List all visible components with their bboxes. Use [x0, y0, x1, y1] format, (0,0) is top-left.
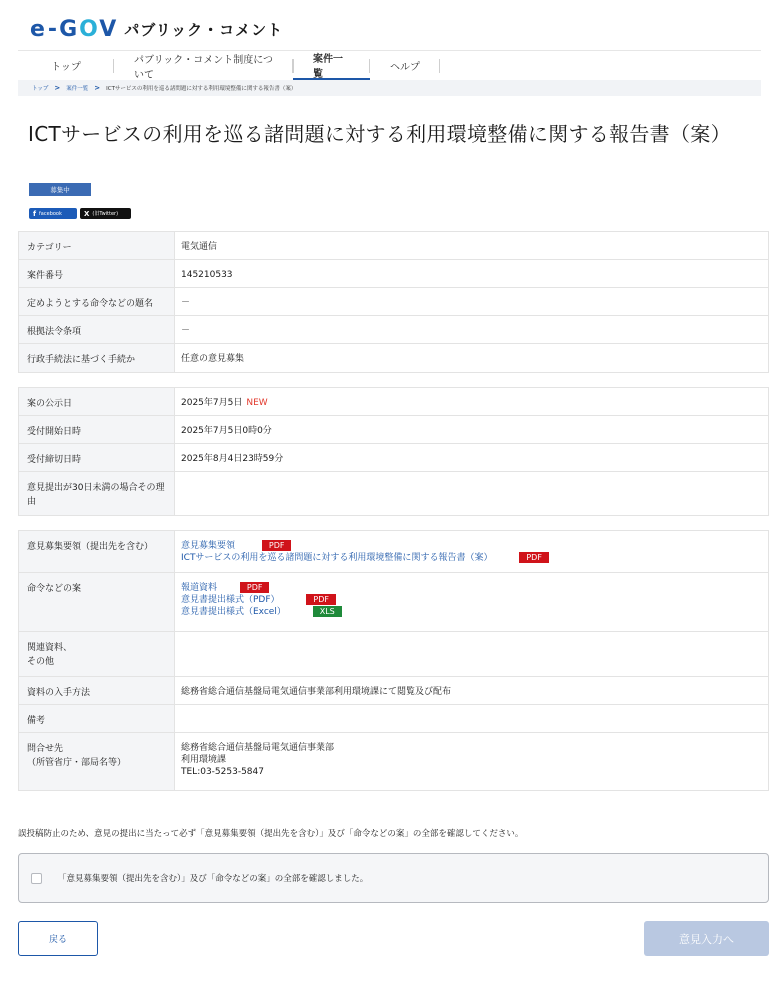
pdf-tag[interactable]: PDF — [519, 552, 549, 563]
guidelines-links — [175, 531, 769, 573]
form-excel-link[interactable]: 意見書提出様式（Excel） — [181, 607, 286, 617]
deadline-value: 2025年8月4日23時59分 — [175, 444, 769, 472]
table-row — [19, 316, 769, 344]
order-title-value: － — [175, 288, 769, 316]
egov-logo[interactable] — [30, 17, 283, 42]
table-row — [19, 677, 769, 705]
logo-v: V — [99, 16, 119, 42]
confirmation-notice: 誤投稿防止のため、意見の提出に当たって必ず「意見募集要領（提出先を含む）」及び「命令などの案」の全部を確認してください。 — [18, 829, 524, 839]
category-label: カテゴリー — [19, 232, 175, 260]
breadcrumb-top[interactable]: トップ — [32, 86, 49, 92]
new-badge: NEW — [246, 398, 268, 408]
short-period-reason-value — [175, 472, 769, 516]
breadcrumb-separator-icon: > — [94, 84, 101, 92]
x-share-button[interactable] — [80, 208, 131, 219]
contact-label-line: 問合せ先 — [27, 744, 64, 754]
page-title: ICTサービスの利用を巡る諸問題に対する利用環境整備に関する報告書（案） — [28, 122, 731, 146]
logo-dash: - — [47, 16, 58, 42]
order-title-label: 定めようとする命令などの題名 — [19, 288, 175, 316]
contact-label-line: （所管省庁・部局名等） — [27, 758, 127, 768]
logo-gov — [59, 17, 118, 42]
start-date-label: 受付開始日時 — [19, 416, 175, 444]
contact-department: 総務省総合通信基盤局電気通信事業部 — [181, 743, 335, 753]
confirm-checkbox[interactable] — [31, 873, 42, 884]
confirm-checkbox-row[interactable] — [18, 853, 769, 903]
deadline-label: 受付締切日時 — [19, 444, 175, 472]
case-info-table — [18, 231, 769, 373]
x-label: (旧Twitter) — [92, 211, 119, 217]
facebook-icon: f — [33, 209, 37, 218]
nav-help[interactable]: ヘルプ — [370, 51, 440, 80]
table-row — [19, 444, 769, 472]
table-row — [19, 232, 769, 260]
nav-top[interactable]: トップ — [18, 51, 114, 80]
pdf-tag[interactable]: PDF — [306, 594, 336, 605]
logo-g: G — [59, 16, 80, 42]
case-number-label: 案件番号 — [19, 260, 175, 288]
start-date-value: 2025年7月5日0時0分 — [175, 416, 769, 444]
facebook-share-button[interactable] — [29, 208, 77, 219]
table-row — [19, 531, 769, 573]
contact-value — [175, 733, 769, 791]
share-buttons — [29, 208, 131, 219]
logo-o: O — [79, 16, 100, 42]
table-row — [19, 705, 769, 733]
acquisition-value: 総務省総合通信基盤局電気通信事業部利用環境課にて閲覧及び配布 — [175, 677, 769, 705]
remarks-label: 備考 — [19, 705, 175, 733]
publish-date-value: 2025年7月5日 — [181, 398, 243, 408]
remarks-value — [175, 705, 769, 733]
table-row — [19, 344, 769, 373]
publish-date-cell — [175, 388, 769, 416]
breadcrumb-case-list[interactable]: 案件一覧 — [66, 86, 89, 92]
report-draft-link[interactable]: ICTサービスの利用を巡る諸問題に対する利用環境整備に関する報告書（案） — [181, 553, 493, 563]
table-row — [19, 472, 769, 516]
schedule-table — [18, 387, 769, 516]
documents-table — [18, 530, 769, 791]
site-name: パブリック・コメント — [124, 20, 284, 39]
main-nav — [18, 50, 761, 80]
logo-e: e — [30, 16, 46, 42]
draft-links — [175, 573, 769, 632]
guidelines-label: 意見募集要領（提出先を含む） — [19, 531, 175, 573]
table-row — [19, 260, 769, 288]
pdf-tag[interactable]: PDF — [262, 540, 292, 551]
procedure-label: 行政手続法に基づく手続か — [19, 344, 175, 373]
form-pdf-link[interactable]: 意見書提出様式（PDF） — [181, 595, 280, 605]
legal-basis-label: 根拠法令条項 — [19, 316, 175, 344]
nav-about[interactable]: パブリック・コメント制度について — [114, 51, 293, 80]
related-docs-value — [175, 632, 769, 677]
press-release-link[interactable]: 報道資料 — [181, 583, 218, 593]
contact-label — [19, 733, 175, 791]
pdf-tag[interactable]: PDF — [240, 582, 270, 593]
legal-basis-value: － — [175, 316, 769, 344]
related-docs-label — [19, 632, 175, 677]
confirm-checkbox-label[interactable]: 「意見募集要領（提出先を含む）」及び「命令などの案」の全部を確認しました。 — [58, 874, 369, 884]
site-header — [0, 0, 779, 46]
contact-division: 利用環境課 — [181, 755, 227, 765]
table-row — [19, 733, 769, 791]
guidelines-link[interactable]: 意見募集要領 — [181, 541, 236, 551]
short-period-reason-label: 意見提出が30日未満の場合その理由 — [19, 472, 175, 516]
nav-case-list[interactable]: 案件一覧 — [293, 51, 370, 80]
enter-opinion-button[interactable]: 意見入力へ — [644, 921, 769, 956]
publish-date-label: 案の公示日 — [19, 388, 175, 416]
xls-tag[interactable]: XLS — [313, 606, 342, 617]
facebook-label: facebook — [39, 210, 62, 217]
breadcrumb — [18, 80, 761, 96]
category-value: 電気通信 — [175, 232, 769, 260]
x-icon: X — [84, 209, 90, 218]
table-row — [19, 632, 769, 677]
breadcrumb-current: ICTサービスの利用を巡る諸問題に対する利用環境整備に関する報告書（案） — [106, 86, 297, 92]
breadcrumb-separator-icon: > — [54, 84, 61, 92]
acquisition-label: 資料の入手方法 — [19, 677, 175, 705]
status-badge: 募集中 — [29, 183, 91, 196]
case-number-value: 145210533 — [175, 260, 769, 288]
table-row — [19, 388, 769, 416]
table-row — [19, 288, 769, 316]
back-button[interactable]: 戻る — [18, 921, 98, 956]
contact-phone: TEL:03-5253-5847 — [181, 767, 264, 777]
related-docs-label-line: 関連資料、 — [27, 643, 73, 653]
table-row — [19, 416, 769, 444]
related-docs-label-line: その他 — [27, 657, 55, 667]
table-row — [19, 573, 769, 632]
draft-label: 命令などの案 — [19, 573, 175, 632]
procedure-value: 任意の意見募集 — [175, 344, 769, 373]
